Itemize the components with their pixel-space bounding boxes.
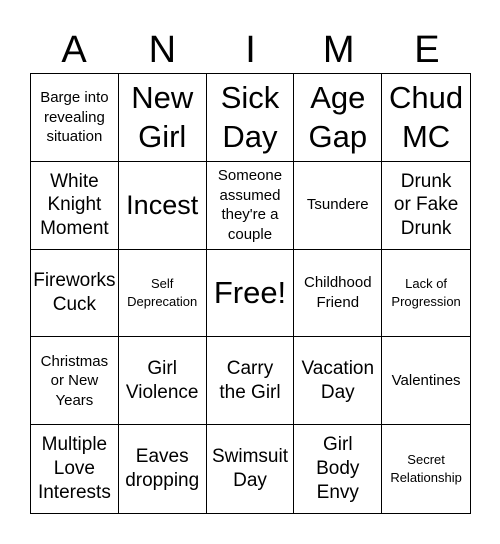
bingo-cell-r4c5[interactable]	[382, 337, 470, 425]
bingo-cell-label: Valentines	[391, 372, 461, 390]
bingo-cell-r4c1[interactable]	[31, 337, 119, 425]
bingo-cell-r2c3[interactable]	[207, 162, 295, 250]
bingo-cell-r2c2[interactable]	[119, 162, 207, 250]
bingo-cell-r5c3[interactable]	[207, 425, 295, 513]
bingo-cell-label: Drunk or Fake Drunk	[393, 170, 459, 240]
bingo-cell-free-space[interactable]	[207, 250, 295, 338]
bingo-cell-r1c5[interactable]	[382, 74, 470, 162]
bingo-cell-r1c4[interactable]	[294, 74, 382, 162]
header-letter-n: N	[148, 29, 177, 71]
bingo-cell-label: Self Deprecation	[127, 275, 198, 309]
bingo-cell-label: Eaves dropping	[125, 446, 200, 492]
bingo-cell-r2c4[interactable]	[294, 162, 382, 250]
bingo-cell-r5c1[interactable]	[31, 425, 119, 513]
bingo-cell-label: Carry the Girl	[219, 358, 281, 403]
bingo-cell-label: Lack of Progression	[391, 275, 461, 309]
bingo-cell-label: Swimsuit Day	[211, 446, 288, 492]
bingo-cell-label: Girl Body Envy	[316, 434, 360, 503]
bingo-cell-label: Free!	[213, 275, 287, 311]
bingo-cell-label: Christmas or New Years	[40, 352, 109, 409]
bingo-cell-label: Tsundere	[306, 196, 369, 214]
bingo-cell-r5c2[interactable]	[119, 425, 207, 513]
bingo-cell-label: Chud MC	[389, 79, 464, 155]
bingo-cell-label: Age Gap	[308, 79, 368, 155]
bingo-cell-label: Someone assumed they're a couple	[217, 167, 283, 243]
bingo-cell-label: White Knight Moment	[40, 170, 109, 240]
bingo-cell-label: Childhood Friend	[304, 274, 372, 311]
bingo-cell-r2c1[interactable]	[31, 162, 119, 250]
header-letter-i: I	[245, 29, 256, 71]
header-letter-m: M	[322, 29, 355, 71]
bingo-cell-r3c5[interactable]	[382, 250, 470, 338]
bingo-cell-label: Multiple Love Interests	[37, 434, 111, 503]
bingo-cell-r5c5[interactable]	[382, 425, 470, 513]
bingo-cell-r3c2[interactable]	[119, 250, 207, 338]
bingo-cell-r2c5[interactable]	[382, 162, 470, 250]
bingo-cell-label: Secret Relationship	[390, 451, 462, 486]
bingo-grid	[30, 73, 471, 514]
bingo-cell-r4c4[interactable]	[294, 337, 382, 425]
bingo-cell-r4c2[interactable]	[119, 337, 207, 425]
bingo-cell-r3c1[interactable]	[31, 250, 119, 338]
bingo-cell-label: Girl Violence	[125, 358, 199, 403]
bingo-cell-label: Barge into revealing situation	[40, 89, 109, 146]
bingo-cell-label: Sick Day	[220, 79, 280, 155]
bingo-cell-label: New Girl	[131, 79, 194, 155]
bingo-cell-r1c3[interactable]	[207, 74, 295, 162]
bingo-cell-label: Vacation Day	[301, 358, 375, 403]
header-letter-e: E	[414, 29, 440, 71]
bingo-cell-r4c3[interactable]	[207, 337, 295, 425]
bingo-cell-r3c4[interactable]	[294, 250, 382, 338]
header-letter-a: A	[61, 29, 87, 71]
bingo-header	[30, 28, 471, 72]
bingo-cell-r1c2[interactable]	[119, 74, 207, 162]
bingo-cell-label: Fireworks Cuck	[33, 270, 116, 315]
bingo-cell-r1c1[interactable]	[31, 74, 119, 162]
bingo-cell-r5c4[interactable]	[294, 425, 382, 513]
bingo-cell-label: Incest	[126, 189, 199, 220]
